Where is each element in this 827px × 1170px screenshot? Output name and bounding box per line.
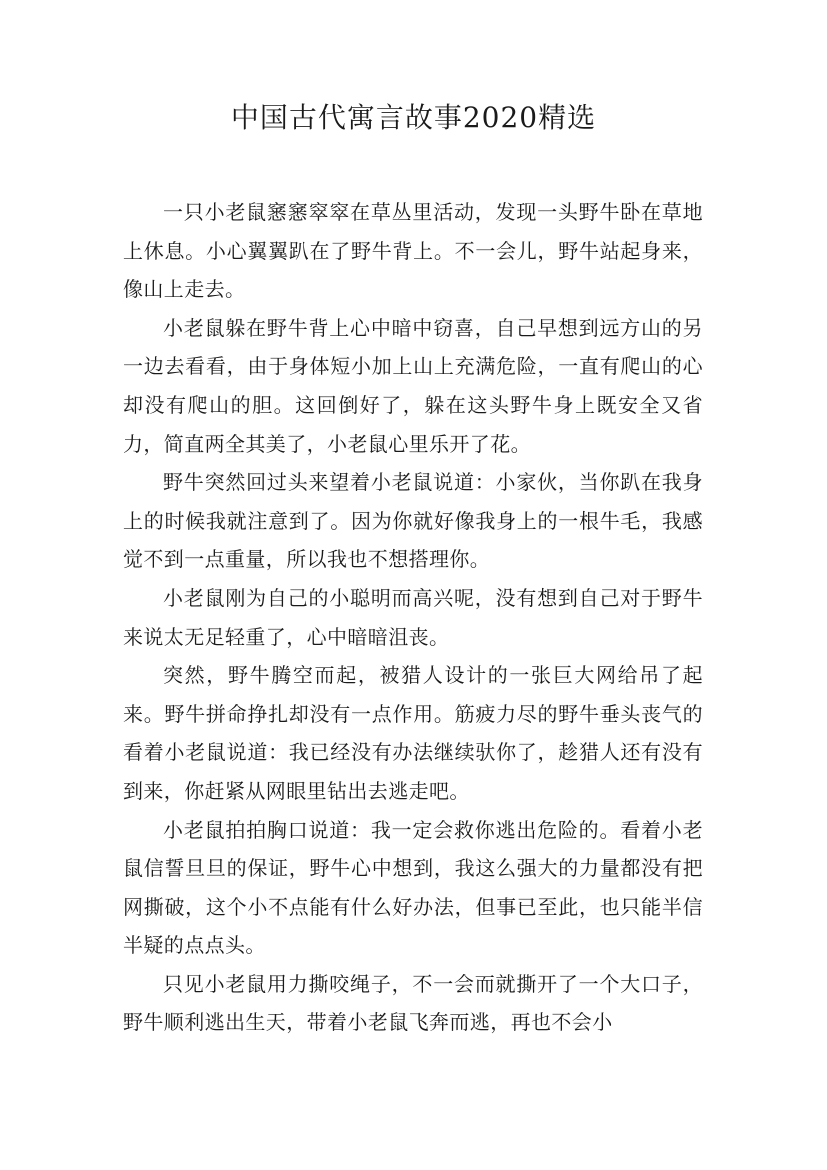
paragraph: 突然，野牛腾空而起，被猎人设计的一张巨大网给吊了起来。野牛拼命挣扎却没有一点作用。筋疲力尽的野牛垂头丧气的看着小老鼠说道：我已经没有办法继续驮你了，趁猎人还有没有到来，你赶紧从网眼里钻出去逃走吧。	[123, 663, 703, 803]
paragraph: 野牛突然回过头来望着小老鼠说道：小家伙，当你趴在我身上的时候我就注意到了。因为你就好像我身上的一根牛毛，我感觉不到一点重量，所以我也不想搭理你。	[123, 470, 703, 572]
document-body	[123, 193, 703, 1042]
document-title: 中国古代寓言故事2020精选	[230, 101, 597, 134]
paragraph: 小老鼠刚为自己的小聪明而高兴呢，没有想到自己对于野牛来说太无足轻重了，心中暗暗沮丧。	[123, 585, 703, 649]
paragraph: 只见小老鼠用力撕咬绳子，不一会而就撕开了一个大口子，野牛顺利逃出生天，带着小老鼠飞奔而逃，再也不会小	[123, 971, 703, 1035]
paragraph: 一只小老鼠窸窸窣窣在草丛里活动，发现一头野牛卧在草地上休息。小心翼翼趴在了野牛背上。不一会儿，野牛站起身来，像山上走去。	[123, 200, 703, 302]
paragraph: 小老鼠躲在野牛背上心中暗中窃喜，自己早想到远方山的另一边去看看，由于身体短小加上山上充满危险，一直有爬山的心却没有爬山的胆。这回倒好了，躲在这头野牛身上既安全又省力，简直两全其美了，小老鼠心里乐开了花。	[123, 315, 703, 456]
paragraph: 小老鼠拍拍胸口说道：我一定会救你逃出危险的。看着小老鼠信誓旦旦的保证，野牛心中想到，我这么强大的力量都没有把网撕破，这个小不点能有什么好办法，但事已至此，也只能半信半疑的点点头。	[123, 817, 703, 958]
